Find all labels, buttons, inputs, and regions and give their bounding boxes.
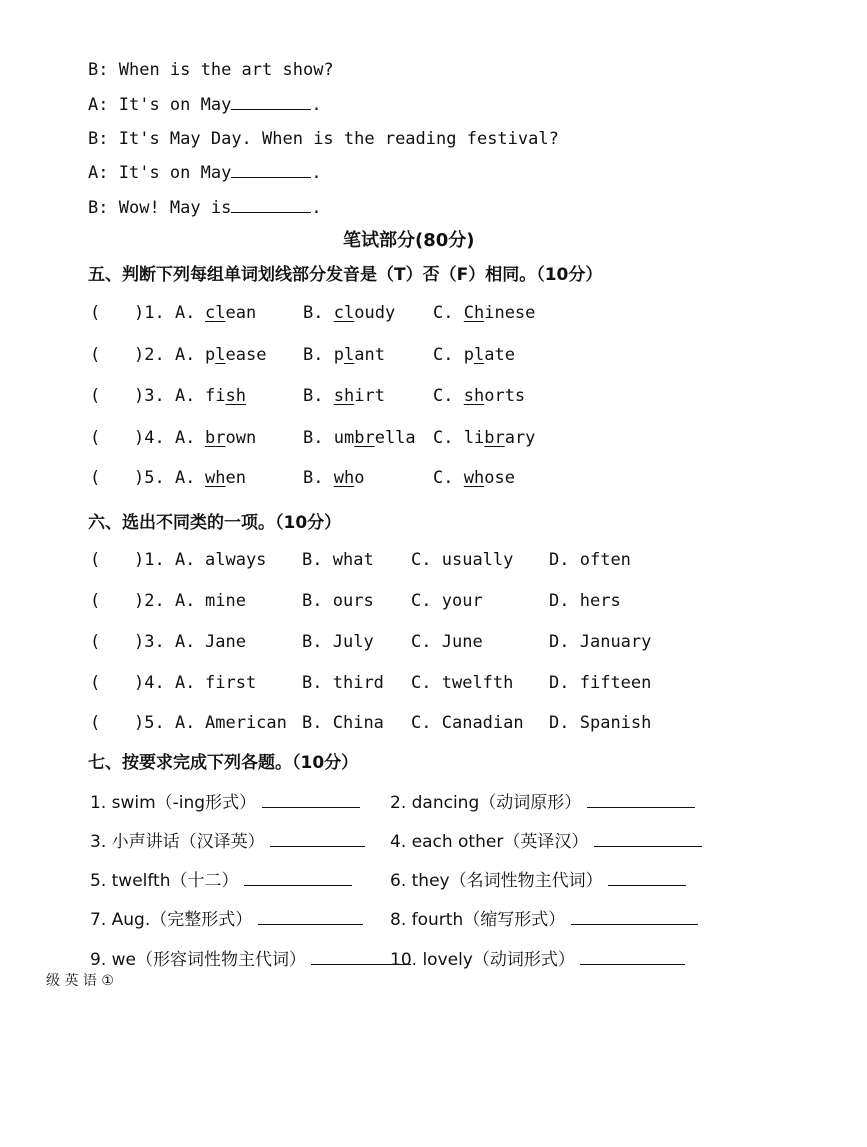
underlined-part: br: [484, 428, 505, 448]
underlined-part: wh: [205, 468, 226, 488]
option-c: [433, 345, 515, 365]
word-part: ean: [225, 303, 257, 323]
option-b: [302, 713, 384, 733]
paren-open: (: [90, 428, 101, 448]
question-label: )4. A.: [134, 428, 196, 448]
exercise-item: [90, 788, 360, 813]
option-a: [205, 345, 266, 365]
option-a: [205, 713, 287, 733]
option-a: [205, 303, 256, 323]
answer-paren[interactable]: [90, 428, 100, 448]
question-number: [134, 428, 195, 448]
answer-blank[interactable]: [608, 871, 686, 886]
underlined-part: wh: [463, 468, 485, 488]
option-label: B.: [303, 345, 324, 365]
exercise-prompt: 6. they（名词性物主代词）: [390, 871, 603, 891]
underlined-part: r: [215, 428, 226, 448]
answer-blank[interactable]: [231, 95, 311, 110]
option-label: C.: [433, 468, 454, 488]
option-label: D.: [549, 632, 570, 652]
dialogue-line-4: A: It's on May .: [88, 163, 322, 183]
question-number: [134, 303, 195, 323]
option-c: [411, 632, 483, 652]
dialogue-line-3: [88, 129, 559, 149]
underlined-part: sh: [225, 386, 246, 406]
option-word: June: [441, 632, 483, 652]
written-part-title: 笔试部分(80分): [343, 230, 475, 251]
option-word: July: [332, 632, 374, 652]
option-b: [303, 428, 416, 448]
underlined-part: l: [215, 345, 226, 365]
underlined-part: c: [333, 303, 344, 323]
dialogue-text: It's on May: [118, 95, 232, 115]
option-word: Jane: [205, 632, 246, 652]
paren-open: (: [90, 713, 101, 733]
option-b: [303, 468, 364, 488]
option-label: B.: [302, 550, 323, 570]
exercise-prompt: 4. each other（英译汉）: [390, 832, 589, 852]
option-word: twelfth: [441, 673, 514, 693]
answer-paren[interactable]: [90, 591, 100, 611]
option-word: Spanish: [579, 713, 652, 733]
option-word: your: [441, 591, 483, 611]
option-label: B.: [302, 713, 323, 733]
option-a: [205, 632, 246, 652]
question-number: [134, 673, 195, 693]
answer-blank[interactable]: [270, 832, 365, 847]
exercise-item: [90, 905, 363, 930]
option-label: C.: [433, 345, 454, 365]
exercise-prompt: 1. swim（-ing形式）: [90, 793, 257, 813]
option-label: B.: [303, 303, 324, 323]
answer-blank[interactable]: [262, 793, 360, 808]
option-c: [433, 386, 525, 406]
underlined-part: Ch: [463, 303, 485, 323]
option-c: [411, 591, 483, 611]
option-b: [302, 550, 374, 570]
word-part: ose: [484, 468, 515, 488]
answer-blank[interactable]: [231, 163, 311, 178]
question-number: [134, 345, 195, 365]
option-label: C.: [433, 303, 454, 323]
answer-blank[interactable]: [587, 793, 695, 808]
exercise-prompt: 10. lovely（动词形式）: [390, 950, 575, 970]
paren-open: (: [90, 673, 101, 693]
option-a: [205, 386, 246, 406]
word-part: ary: [504, 428, 536, 448]
answer-blank[interactable]: [258, 910, 363, 925]
word-part: um: [333, 428, 355, 448]
option-b: [303, 386, 385, 406]
dialogue-line-5: B: Wow! May is .: [88, 198, 322, 218]
answer-paren[interactable]: [90, 632, 100, 652]
exercise-prompt: 7. Aug.（完整形式）: [90, 910, 253, 930]
question-label: )2. A.: [134, 345, 196, 365]
dialogue-text: Wow! May is: [118, 198, 232, 218]
exercise-item: [90, 945, 411, 970]
underlined-part: b: [205, 428, 216, 448]
word-part: own: [225, 428, 257, 448]
option-d: [549, 713, 651, 733]
option-label: C.: [411, 673, 432, 693]
option-c: [411, 550, 513, 570]
answer-paren[interactable]: [90, 386, 100, 406]
option-label: B.: [303, 428, 324, 448]
option-word: mine: [205, 591, 246, 611]
option-a: [205, 591, 246, 611]
answer-paren[interactable]: [90, 303, 100, 323]
underlined-part: wh: [333, 468, 355, 488]
dialogue-line-1: [88, 60, 334, 80]
question-label: )3. A.: [134, 632, 196, 652]
dialogue-text: When is the art show?: [118, 60, 334, 80]
exercise-item: [90, 866, 352, 891]
answer-paren[interactable]: [90, 713, 100, 733]
answer-blank[interactable]: [571, 910, 698, 925]
answer-blank[interactable]: [594, 832, 702, 847]
footer-label: 级 英 语 ①: [46, 973, 114, 989]
section-6-title: 六、选出不同类的一项。（10分）: [88, 513, 342, 533]
option-word: often: [579, 550, 631, 570]
answer-blank[interactable]: [244, 871, 352, 886]
option-c: [411, 673, 513, 693]
exercise-item: [390, 866, 686, 891]
word-part: p: [205, 345, 216, 365]
word-part: ate: [484, 345, 515, 365]
exercise-item: [390, 788, 695, 813]
answer-blank[interactable]: [580, 950, 685, 965]
question-number: [134, 713, 195, 733]
option-word: first: [205, 673, 257, 693]
option-label: B.: [302, 632, 323, 652]
option-label: B.: [302, 591, 323, 611]
option-label: D.: [549, 550, 570, 570]
paren-open: (: [90, 591, 101, 611]
word-part: p: [463, 345, 474, 365]
underlined-part: br: [354, 428, 375, 448]
answer-paren[interactable]: [90, 468, 100, 488]
question-label: )1. A.: [134, 550, 196, 570]
word-part: en: [225, 468, 246, 488]
answer-paren[interactable]: [90, 550, 100, 570]
option-label: D.: [549, 673, 570, 693]
exercise-prompt: 5. twelfth（十二）: [90, 871, 239, 891]
word-part: ease: [225, 345, 267, 365]
option-label: C.: [433, 428, 454, 448]
paren-open: (: [90, 386, 101, 406]
option-a: [205, 673, 256, 693]
question-label: )5. A.: [134, 713, 196, 733]
underlined-part: l: [343, 345, 355, 365]
option-a: [205, 468, 246, 488]
word-part: o: [354, 468, 365, 488]
word-part: ella: [374, 428, 416, 448]
option-d: [549, 673, 651, 693]
underlined-part: l: [343, 303, 355, 323]
option-b: [303, 303, 395, 323]
question-label: )1. A.: [134, 303, 196, 323]
speaker: A:: [88, 95, 109, 115]
word-part: fi: [205, 386, 226, 406]
paren-open: (: [90, 632, 101, 652]
section-7-title: 七、按要求完成下列各题。（10分）: [88, 753, 359, 773]
exercise-prompt: 2. dancing（动词原形）: [390, 793, 582, 813]
paren-open: (: [90, 345, 101, 365]
option-c: [411, 713, 524, 733]
exercise-item: [390, 945, 685, 970]
option-c: [433, 428, 535, 448]
paren-open: (: [90, 550, 101, 570]
dialogue-text: It's on May: [118, 163, 232, 183]
option-b: [303, 345, 385, 365]
speaker: B:: [88, 198, 109, 218]
option-d: [549, 550, 631, 570]
question-label: )2. A.: [134, 591, 196, 611]
answer-blank[interactable]: [231, 198, 311, 213]
option-label: B.: [302, 673, 323, 693]
underlined-part: c: [205, 303, 216, 323]
exercise-prompt: 8. fourth（缩写形式）: [390, 910, 566, 930]
question-label: )3. A.: [134, 386, 196, 406]
speaker: B:: [88, 129, 109, 149]
option-d: [549, 632, 651, 652]
exercise-prompt: 9. we（形容词性物主代词）: [90, 950, 306, 970]
option-label: C.: [433, 386, 454, 406]
option-word: always: [205, 550, 267, 570]
question-number: [134, 386, 195, 406]
speaker: A:: [88, 163, 109, 183]
option-word: third: [332, 673, 384, 693]
word-part: p: [333, 345, 344, 365]
exercise-item: [90, 827, 365, 852]
option-b: [302, 591, 374, 611]
word-part: li: [463, 428, 485, 448]
word-part: ant: [354, 345, 385, 365]
option-word: China: [332, 713, 384, 733]
underlined-part: sh: [333, 386, 355, 406]
question-number: [134, 550, 195, 570]
answer-paren[interactable]: [90, 345, 100, 365]
option-word: American: [205, 713, 287, 733]
word-part: orts: [484, 386, 526, 406]
paren-open: (: [90, 468, 101, 488]
option-label: D.: [549, 591, 570, 611]
section-5-title: 五、判断下列每组单词划线部分发音是（T）否（F）相同。（10分）: [88, 265, 603, 285]
underlined-part: sh: [463, 386, 485, 406]
question-number: [134, 468, 195, 488]
answer-paren[interactable]: [90, 673, 100, 693]
option-word: January: [579, 632, 652, 652]
option-c: [433, 468, 515, 488]
option-d: [549, 591, 621, 611]
option-a: [205, 428, 256, 448]
option-label: B.: [303, 386, 324, 406]
option-word: what: [332, 550, 374, 570]
option-word: usually: [441, 550, 514, 570]
option-label: D.: [549, 713, 570, 733]
option-b: [302, 632, 374, 652]
exercise-prompt: 3. 小声讲话（汉译英）: [90, 832, 265, 852]
question-number: [134, 591, 195, 611]
question-label: )4. A.: [134, 673, 196, 693]
speaker: B:: [88, 60, 109, 80]
question-number: [134, 632, 195, 652]
option-a: [205, 550, 266, 570]
dialogue-text: It's May Day. When is the reading festival?: [118, 129, 559, 149]
dialogue-line-2: A: It's on May .: [88, 95, 322, 115]
paren-open: (: [90, 303, 101, 323]
exercise-item: [390, 827, 702, 852]
option-word: hers: [579, 591, 621, 611]
option-word: ours: [332, 591, 374, 611]
question-label: )5. A.: [134, 468, 196, 488]
option-label: C.: [411, 713, 432, 733]
underlined-part: l: [473, 345, 485, 365]
underlined-part: l: [215, 303, 226, 323]
word-part: irt: [354, 386, 385, 406]
exercise-item: [390, 905, 698, 930]
word-part: oudy: [354, 303, 396, 323]
option-word: Canadian: [441, 713, 524, 733]
option-b: [302, 673, 384, 693]
option-label: C.: [411, 632, 432, 652]
option-label: B.: [303, 468, 324, 488]
word-part: inese: [484, 303, 536, 323]
option-label: C.: [411, 591, 432, 611]
option-label: C.: [411, 550, 432, 570]
option-c: [433, 303, 535, 323]
option-word: fifteen: [579, 673, 652, 693]
